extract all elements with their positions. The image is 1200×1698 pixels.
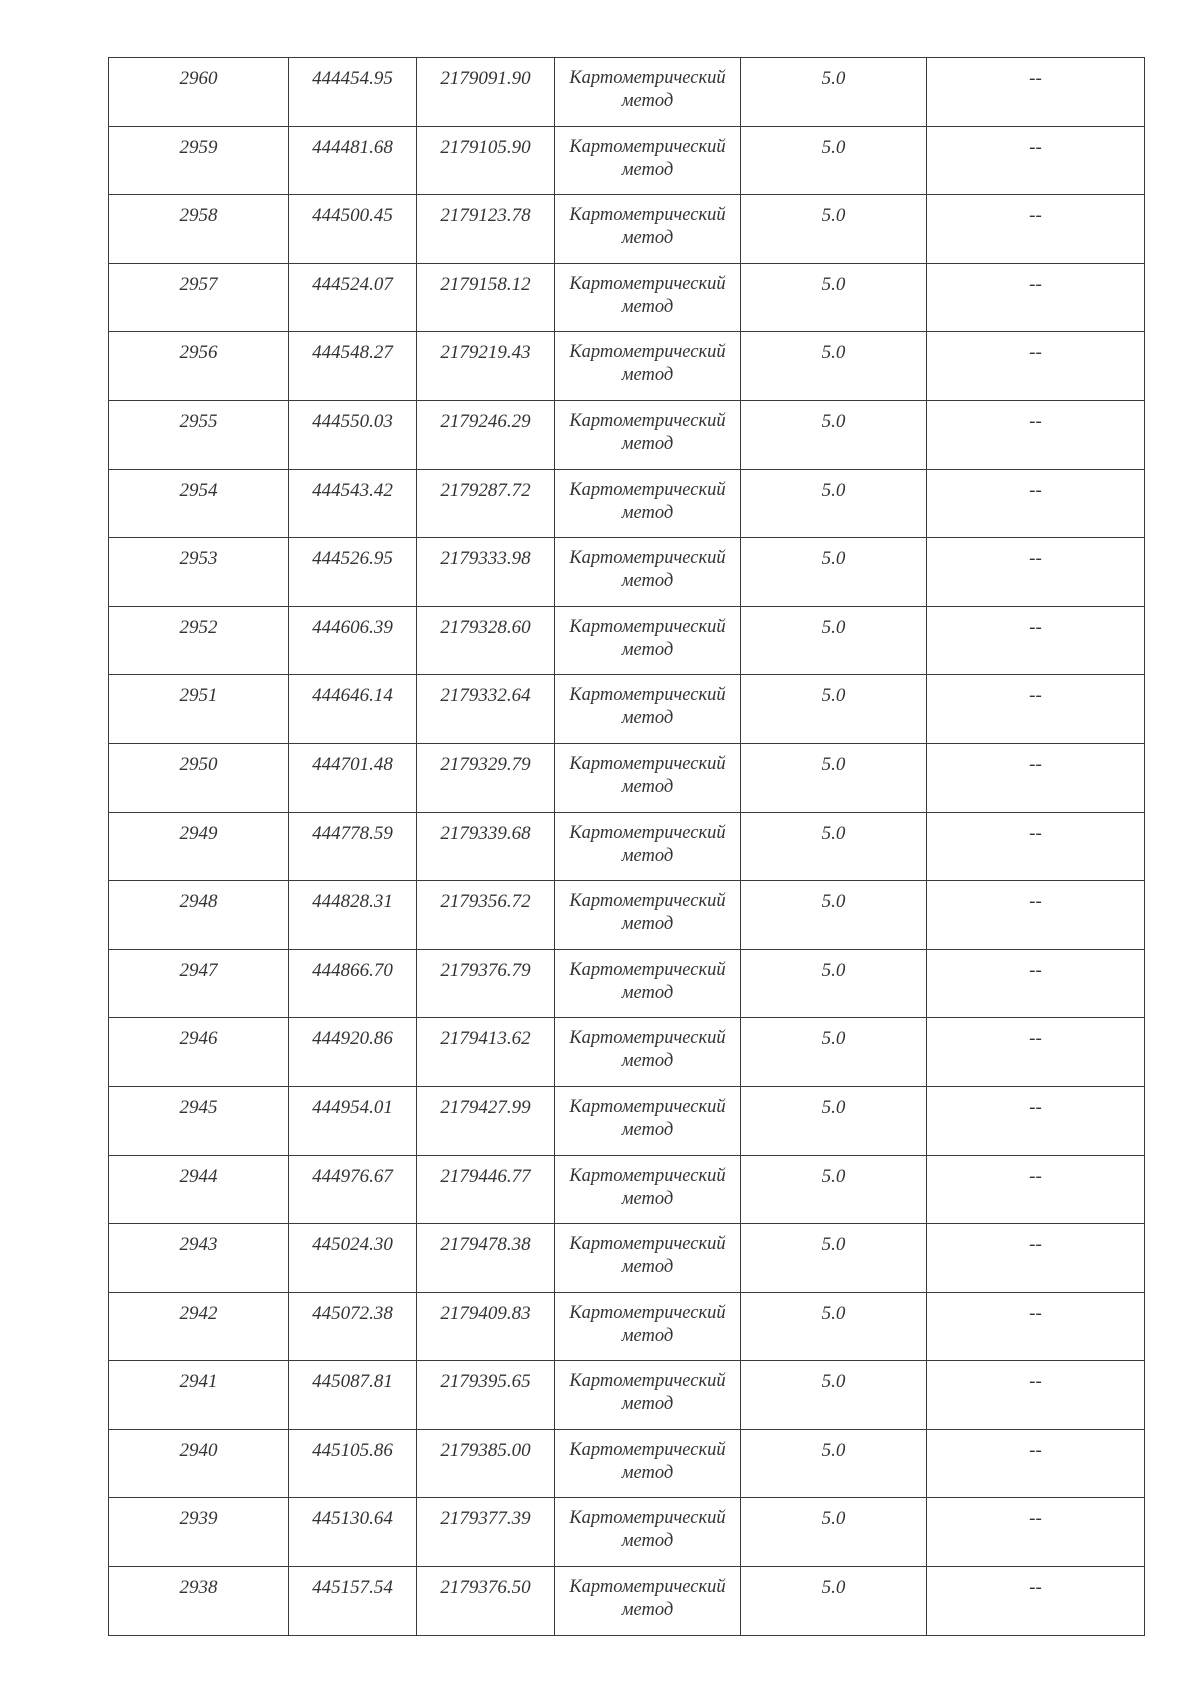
note-cell: --: [927, 400, 1145, 469]
y-coordinate-cell: 2179328.60: [417, 606, 555, 675]
x-coordinate-cell: 444500.45: [289, 195, 417, 264]
accuracy-cell: 5.0: [741, 126, 927, 195]
table-row: [109, 1155, 1145, 1224]
y-coordinate-cell: 2179385.00: [417, 1429, 555, 1498]
table-row: [109, 263, 1145, 332]
method-cell: Картометрический метод: [555, 58, 741, 127]
note-cell: --: [927, 881, 1145, 950]
note-cell: --: [927, 1224, 1145, 1293]
note-cell: --: [927, 538, 1145, 607]
accuracy-cell: 5.0: [741, 469, 927, 538]
table-row: [109, 195, 1145, 264]
point-number-cell: 2945: [109, 1086, 289, 1155]
accuracy-cell: 5.0: [741, 1086, 927, 1155]
table-row: [109, 1567, 1145, 1636]
note-cell: --: [927, 606, 1145, 675]
table-row: [109, 1086, 1145, 1155]
method-cell: Картометрический метод: [555, 949, 741, 1018]
method-cell: Картометрический метод: [555, 1155, 741, 1224]
table-row: [109, 743, 1145, 812]
y-coordinate-cell: 2179395.65: [417, 1361, 555, 1430]
x-coordinate-cell: 444920.86: [289, 1018, 417, 1087]
y-coordinate-cell: 2179219.43: [417, 332, 555, 401]
point-number-cell: 2954: [109, 469, 289, 538]
table-row: [109, 1018, 1145, 1087]
table-row: [109, 1361, 1145, 1430]
accuracy-cell: 5.0: [741, 538, 927, 607]
table-row: [109, 812, 1145, 881]
x-coordinate-cell: 444606.39: [289, 606, 417, 675]
point-number-cell: 2953: [109, 538, 289, 607]
method-cell: Картометрический метод: [555, 1361, 741, 1430]
method-cell: Картометрический метод: [555, 469, 741, 538]
y-coordinate-cell: 2179413.62: [417, 1018, 555, 1087]
y-coordinate-cell: 2179356.72: [417, 881, 555, 950]
x-coordinate-cell: 445130.64: [289, 1498, 417, 1567]
note-cell: --: [927, 949, 1145, 1018]
method-cell: Картометрический метод: [555, 1224, 741, 1293]
point-number-cell: 2952: [109, 606, 289, 675]
method-cell: Картометрический метод: [555, 1498, 741, 1567]
y-coordinate-cell: 2179446.77: [417, 1155, 555, 1224]
accuracy-cell: 5.0: [741, 58, 927, 127]
x-coordinate-cell: 445024.30: [289, 1224, 417, 1293]
note-cell: --: [927, 126, 1145, 195]
table-row: [109, 126, 1145, 195]
y-coordinate-cell: 2179287.72: [417, 469, 555, 538]
note-cell: --: [927, 812, 1145, 881]
accuracy-cell: 5.0: [741, 949, 927, 1018]
point-number-cell: 2958: [109, 195, 289, 264]
method-cell: Картометрический метод: [555, 1292, 741, 1361]
accuracy-cell: 5.0: [741, 263, 927, 332]
point-number-cell: 2938: [109, 1567, 289, 1636]
x-coordinate-cell: 444646.14: [289, 675, 417, 744]
x-coordinate-cell: 444524.07: [289, 263, 417, 332]
x-coordinate-cell: 445087.81: [289, 1361, 417, 1430]
y-coordinate-cell: 2179333.98: [417, 538, 555, 607]
point-number-cell: 2941: [109, 1361, 289, 1430]
point-number-cell: 2951: [109, 675, 289, 744]
accuracy-cell: 5.0: [741, 1361, 927, 1430]
accuracy-cell: 5.0: [741, 1224, 927, 1293]
x-coordinate-cell: 445157.54: [289, 1567, 417, 1636]
point-number-cell: 2940: [109, 1429, 289, 1498]
method-cell: Картометрический метод: [555, 1567, 741, 1636]
point-number-cell: 2947: [109, 949, 289, 1018]
accuracy-cell: 5.0: [741, 675, 927, 744]
y-coordinate-cell: 2179105.90: [417, 126, 555, 195]
table-row: [109, 1429, 1145, 1498]
table-row: [109, 58, 1145, 127]
x-coordinate-cell: 444454.95: [289, 58, 417, 127]
table-row: [109, 1498, 1145, 1567]
method-cell: Картометрический метод: [555, 400, 741, 469]
coordinates-table: [108, 57, 1145, 1636]
point-number-cell: 2942: [109, 1292, 289, 1361]
method-cell: Картометрический метод: [555, 675, 741, 744]
x-coordinate-cell: 444526.95: [289, 538, 417, 607]
y-coordinate-cell: 2179376.50: [417, 1567, 555, 1636]
note-cell: --: [927, 675, 1145, 744]
x-coordinate-cell: 444550.03: [289, 400, 417, 469]
x-coordinate-cell: 444828.31: [289, 881, 417, 950]
note-cell: --: [927, 1155, 1145, 1224]
y-coordinate-cell: 2179246.29: [417, 400, 555, 469]
y-coordinate-cell: 2179091.90: [417, 58, 555, 127]
accuracy-cell: 5.0: [741, 812, 927, 881]
point-number-cell: 2939: [109, 1498, 289, 1567]
accuracy-cell: 5.0: [741, 1155, 927, 1224]
point-number-cell: 2955: [109, 400, 289, 469]
x-coordinate-cell: 444866.70: [289, 949, 417, 1018]
x-coordinate-cell: 444778.59: [289, 812, 417, 881]
y-coordinate-cell: 2179329.79: [417, 743, 555, 812]
table-row: [109, 881, 1145, 950]
accuracy-cell: 5.0: [741, 606, 927, 675]
method-cell: Картометрический метод: [555, 1018, 741, 1087]
table-row: [109, 332, 1145, 401]
note-cell: --: [927, 1429, 1145, 1498]
x-coordinate-cell: 444548.27: [289, 332, 417, 401]
accuracy-cell: 5.0: [741, 1292, 927, 1361]
x-coordinate-cell: 444701.48: [289, 743, 417, 812]
point-number-cell: 2949: [109, 812, 289, 881]
point-number-cell: 2960: [109, 58, 289, 127]
accuracy-cell: 5.0: [741, 881, 927, 950]
method-cell: Картометрический метод: [555, 538, 741, 607]
note-cell: --: [927, 263, 1145, 332]
method-cell: Картометрический метод: [555, 332, 741, 401]
note-cell: --: [927, 332, 1145, 401]
y-coordinate-cell: 2179478.38: [417, 1224, 555, 1293]
note-cell: --: [927, 1361, 1145, 1430]
accuracy-cell: 5.0: [741, 743, 927, 812]
accuracy-cell: 5.0: [741, 1498, 927, 1567]
accuracy-cell: 5.0: [741, 1429, 927, 1498]
table-row: [109, 400, 1145, 469]
table-row: [109, 1224, 1145, 1293]
method-cell: Картометрический метод: [555, 195, 741, 264]
note-cell: --: [927, 58, 1145, 127]
accuracy-cell: 5.0: [741, 1018, 927, 1087]
accuracy-cell: 5.0: [741, 400, 927, 469]
method-cell: Картометрический метод: [555, 606, 741, 675]
note-cell: --: [927, 1018, 1145, 1087]
y-coordinate-cell: 2179427.99: [417, 1086, 555, 1155]
y-coordinate-cell: 2179339.68: [417, 812, 555, 881]
table-row: [109, 1292, 1145, 1361]
accuracy-cell: 5.0: [741, 332, 927, 401]
table-row: [109, 469, 1145, 538]
accuracy-cell: 5.0: [741, 1567, 927, 1636]
method-cell: Картометрический метод: [555, 743, 741, 812]
table-row: [109, 538, 1145, 607]
y-coordinate-cell: 2179332.64: [417, 675, 555, 744]
table-row: [109, 949, 1145, 1018]
note-cell: --: [927, 195, 1145, 264]
point-number-cell: 2946: [109, 1018, 289, 1087]
point-number-cell: 2944: [109, 1155, 289, 1224]
accuracy-cell: 5.0: [741, 195, 927, 264]
note-cell: --: [927, 1292, 1145, 1361]
note-cell: --: [927, 1498, 1145, 1567]
point-number-cell: 2950: [109, 743, 289, 812]
note-cell: --: [927, 1567, 1145, 1636]
method-cell: Картометрический метод: [555, 812, 741, 881]
point-number-cell: 2943: [109, 1224, 289, 1293]
x-coordinate-cell: 445072.38: [289, 1292, 417, 1361]
point-number-cell: 2948: [109, 881, 289, 950]
y-coordinate-cell: 2179123.78: [417, 195, 555, 264]
y-coordinate-cell: 2179377.39: [417, 1498, 555, 1567]
x-coordinate-cell: 445105.86: [289, 1429, 417, 1498]
x-coordinate-cell: 444954.01: [289, 1086, 417, 1155]
coordinates-table-body: [109, 58, 1145, 1636]
method-cell: Картометрический метод: [555, 1086, 741, 1155]
y-coordinate-cell: 2179409.83: [417, 1292, 555, 1361]
point-number-cell: 2959: [109, 126, 289, 195]
y-coordinate-cell: 2179158.12: [417, 263, 555, 332]
point-number-cell: 2956: [109, 332, 289, 401]
method-cell: Картометрический метод: [555, 263, 741, 332]
table-row: [109, 606, 1145, 675]
table-row: [109, 675, 1145, 744]
note-cell: --: [927, 1086, 1145, 1155]
method-cell: Картометрический метод: [555, 126, 741, 195]
x-coordinate-cell: 444481.68: [289, 126, 417, 195]
x-coordinate-cell: 444976.67: [289, 1155, 417, 1224]
y-coordinate-cell: 2179376.79: [417, 949, 555, 1018]
x-coordinate-cell: 444543.42: [289, 469, 417, 538]
method-cell: Картометрический метод: [555, 1429, 741, 1498]
method-cell: Картометрический метод: [555, 881, 741, 950]
note-cell: --: [927, 469, 1145, 538]
point-number-cell: 2957: [109, 263, 289, 332]
note-cell: --: [927, 743, 1145, 812]
